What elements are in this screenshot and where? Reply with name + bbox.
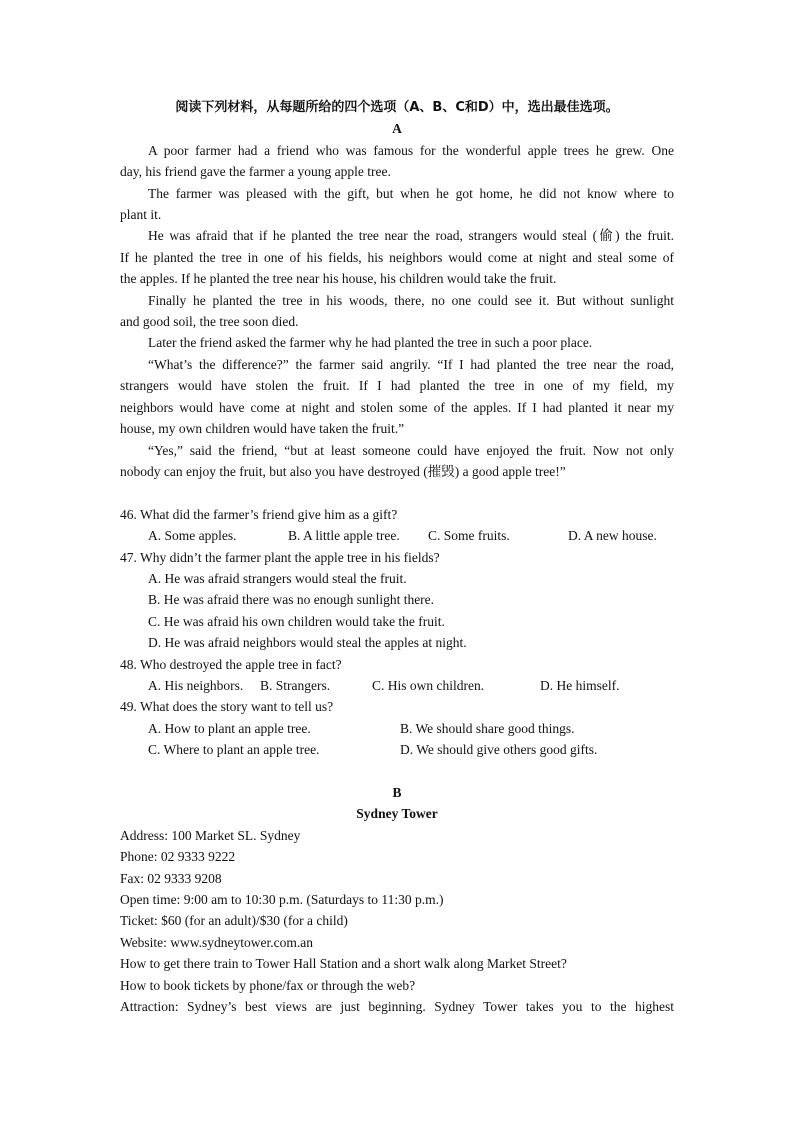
passage-a [120,140,674,483]
passage-line: and good soil, the tree soon died. [120,314,299,330]
question-stem: 46. What did the farmer’s friend give him as a gift? [120,506,398,522]
option-b[interactable]: B. We should share good things. [400,720,575,736]
option-row [120,739,674,760]
passage-line: neighbors would have come at night and stolen some of the apples. If I had planted it near my [120,399,674,415]
option-c[interactable]: C. He was afraid his own children would take the fruit. [148,613,445,629]
option-a[interactable]: A. He was afraid strangers would steal the fruit. [148,570,407,586]
info-website: Website: www.sydneytower.com.an [120,934,313,950]
passage-line: plant it. [120,207,162,223]
section-b-label: B [392,784,402,800]
passage-line: day, his friend gave the farmer a young apple tree. [120,164,391,180]
info-attraction: Attraction: Sydney’s best views are just beginning. Sydney Tower takes you to the highest [120,999,674,1015]
option-c[interactable]: C. Some fruits. [428,528,510,544]
passage-line: the apples. If he planted the tree near his house, his children would take the fruit. [120,271,557,287]
passage-line: He was afraid that if he planted the tree near the road, strangers would steal (偷) the fruit. [148,228,674,244]
option-a[interactable]: A. How to plant an apple tree. [148,720,311,736]
option-row [120,675,674,696]
option-d[interactable]: D. He was afraid neighbors would steal the apples at night. [148,635,467,651]
info-open-time: Open time: 9:00 am to 10:30 p.m. (Saturdays to 11:30 p.m.) [120,892,444,907]
spacer [120,482,674,503]
passage-line: Later the friend asked the farmer why he had planted the tree in such a poor place. [148,335,593,351]
section-b-title: Sydney Tower [356,806,438,822]
instruction-heading: 阅读下列材料，从每题所给的四个选项（A、B、C和D）中，选出最佳选项。 [175,100,619,115]
passage-line: The farmer was pleased with the gift, but when he got home, he did not know where to [148,185,674,201]
passage-line: house, my own children would have taken the fruit.” [120,421,405,437]
info-address: Address: 100 Market SL. Sydney [120,827,301,843]
option-b[interactable]: B. A little apple tree. [288,528,400,544]
passage-line: “What’s the difference?” the farmer said angrily. “If I had planted the tree near the road, [148,356,674,372]
option-c[interactable]: C. Where to plant an apple tree. [148,742,320,758]
info-fax: Fax: 02 9333 9208 [120,870,222,886]
option-d[interactable]: D. He himself. [540,677,620,693]
questions-a [120,504,674,761]
option-row [120,525,674,546]
info-directions: How to get there train to Tower Hall Station and a short walk along Market Street? [120,956,567,972]
question-stem: 49. What does the story want to tell us? [120,699,334,715]
option-c[interactable]: C. His own children. [372,677,485,693]
option-b[interactable]: B. He was afraid there was no enough sunlight there. [148,592,435,608]
info-booking: How to book tickets by phone/fax or through the web? [120,977,416,993]
option-d[interactable]: D. A new house. [568,528,657,544]
option-a[interactable]: A. Some apples. [148,528,237,544]
section-a-label: A [392,121,402,137]
option-a[interactable]: A. His neighbors. [148,677,244,693]
info-phone: Phone: 02 9333 9222 [120,849,236,865]
spacer [120,761,674,782]
option-d[interactable]: D. We should give others good gifts. [400,742,598,758]
passage-line: A poor farmer had a friend who was famous for the wonderful apple trees he grew. One [148,142,674,158]
passage-line: Finally he planted the tree in his woods, there, no one could see it. But without sunlight [148,292,674,308]
question-stem: 47. Why didn’t the farmer plant the apple tree in his fields? [120,549,440,565]
passage-line: nobody can enjoy the fruit, but also you have destroyed (摧毁) a good apple tree!” [120,463,566,479]
exam-page [120,97,674,1017]
sydney-tower-info [120,825,674,1018]
passage-line: strangers would have stolen the fruit. If I had planted the tree in one of my field, my [120,378,674,394]
question-stem: 48. Who destroyed the apple tree in fact? [120,656,342,672]
passage-line: “Yes,” said the friend, “but at least someone could have enjoyed the fruit. Now not only [148,442,674,458]
passage-line: If he planted the tree in one of his fields, his neighbors would come at night and steal some of [120,249,674,265]
option-b[interactable]: B. Strangers. [260,677,331,693]
info-ticket: Ticket: $60 (for an adult)/$30 (for a child) [120,913,348,929]
option-row [120,718,674,739]
